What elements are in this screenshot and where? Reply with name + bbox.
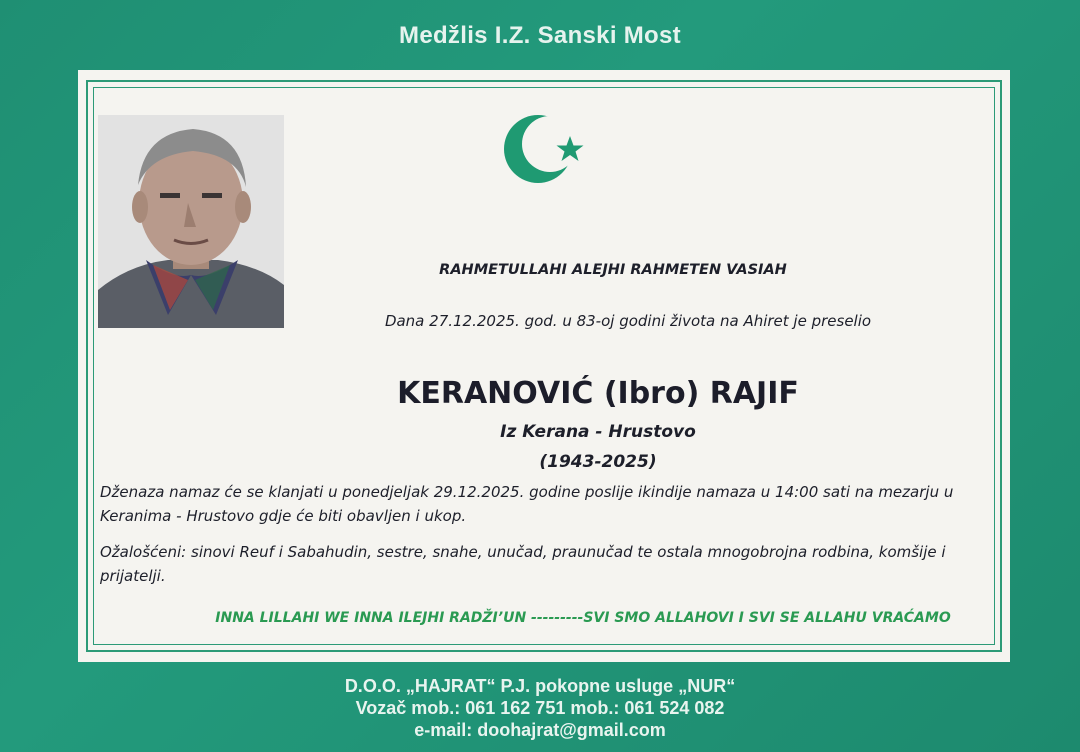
header-title: Medžlis I.Z. Sanski Most bbox=[399, 22, 681, 49]
portrait-photo bbox=[98, 115, 284, 328]
closing-line: INNA LILLAHI WE INNA ILEJHI RADŽI’UN ---------SVI SMO ALLAHOVI I SVI SE ALLAHU VRAĆAMO bbox=[215, 610, 951, 626]
email-line: e-mail: doohajrat@gmail.com bbox=[414, 720, 666, 740]
crescent-star-icon bbox=[500, 106, 590, 196]
deceased-name: KERANOVIĆ (Ibro) RAJIF bbox=[397, 376, 799, 411]
portrait-illustration bbox=[98, 115, 284, 328]
phone-line: Vozač mob.: 061 162 751 mob.: 061 524 082 bbox=[355, 698, 725, 718]
company-line: D.O.O. „HAJRAT“ P.J. pokopne usluge „NUR“ bbox=[344, 676, 736, 696]
funeral-details: Dženaza namaz će se klanjati u ponedjeljak 29.12.2025. godine poslije ikindije namaza u 14:00 sati na mezarju u Keranima - Hrustovo gdje će biti obavljen i ukop. bbox=[100, 483, 954, 525]
years-line: (1943-2025) bbox=[539, 452, 657, 472]
origin-line: Iz Kerana - Hrustovo bbox=[500, 422, 696, 442]
obituary-card bbox=[78, 70, 1010, 662]
rahmet-line: RAHMETULLAHI ALEJHI RAHMETEN VASIAH bbox=[439, 262, 787, 278]
date-line: Dana 27.12.2025. god. u 83-oj godini života na Ahiret je preselio bbox=[384, 312, 872, 330]
mourners-list: Ožalošćeni: sinovi Reuf i Sabahudin, sestre, snahe, unučad, praunučad te ostala mnogobrojna rodbina, komšije i prijatelji. bbox=[100, 543, 946, 585]
